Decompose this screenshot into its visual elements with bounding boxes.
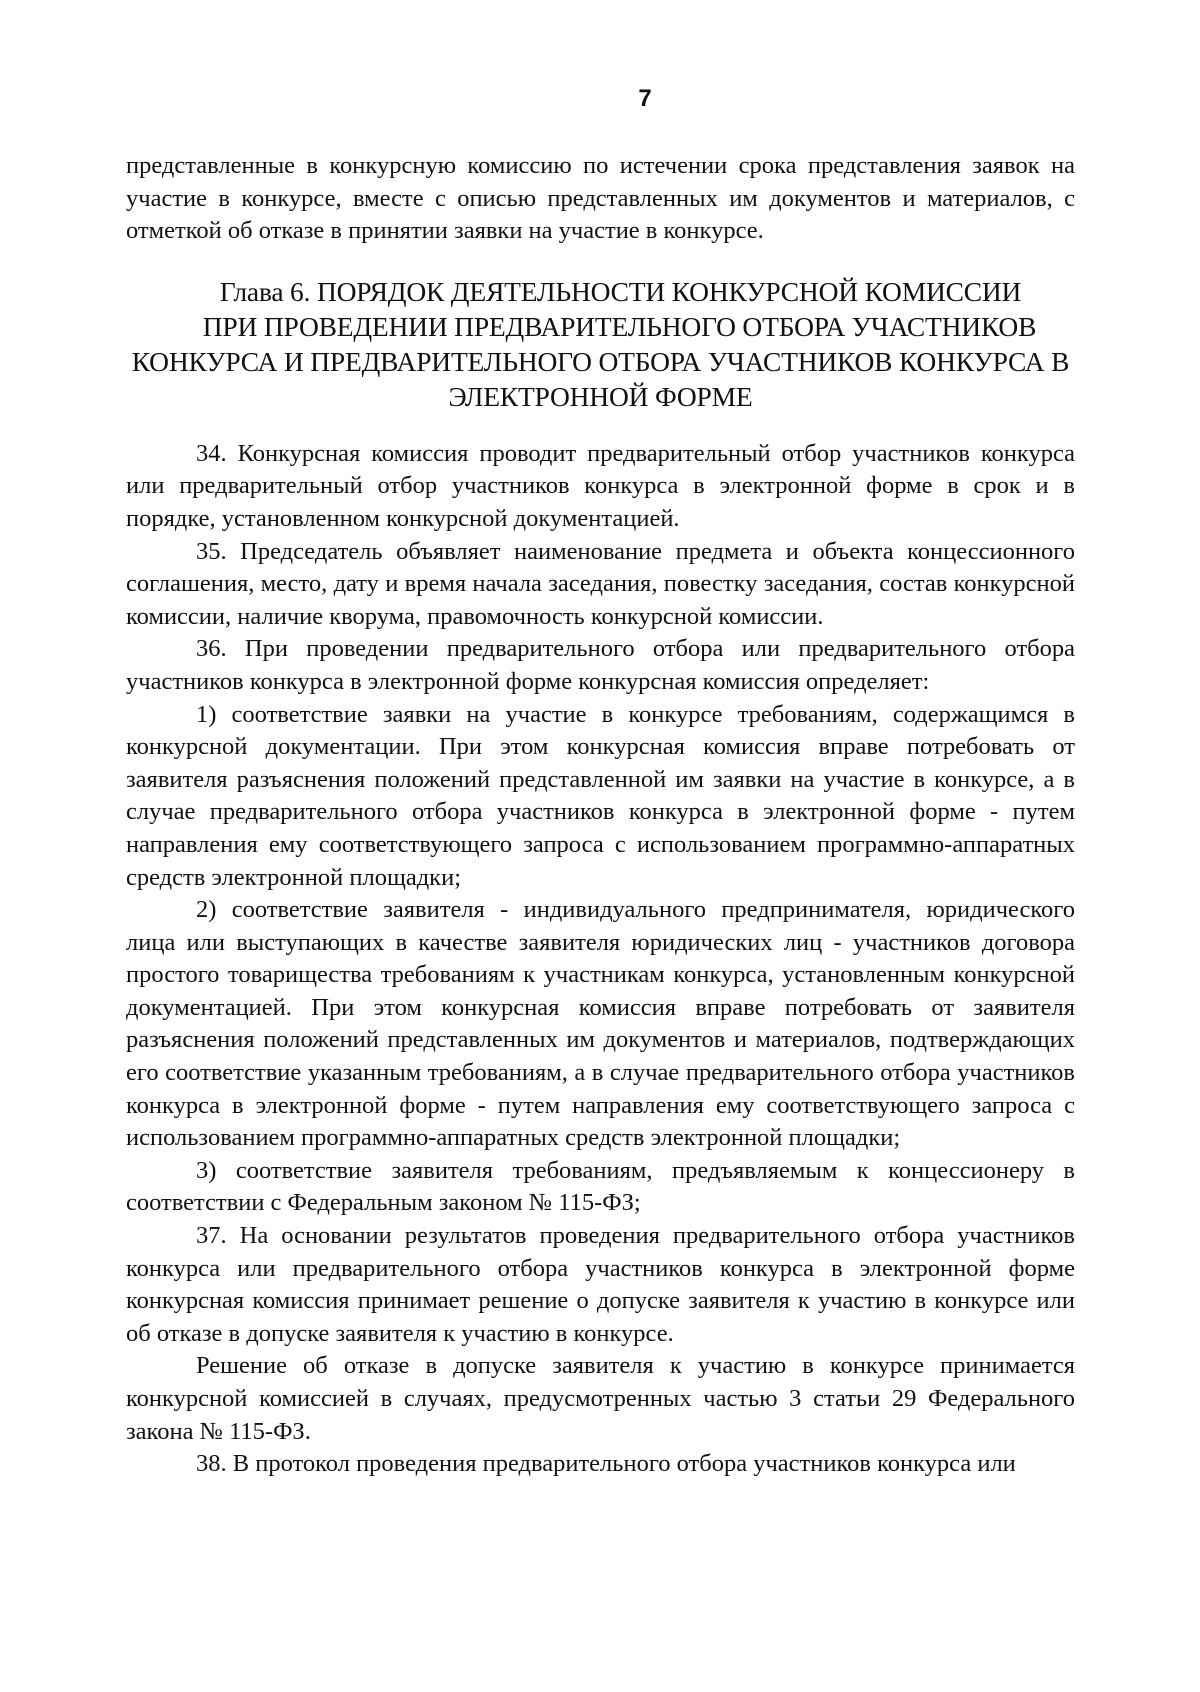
paragraph-36-item-3: 3) соответствие заявителя требованиям, предъявляемым к концессионеру в соответствии с Федеральным законом № 115-ФЗ; <box>126 1156 1075 1217</box>
paragraph-36-item-2: 2) соответствие заявителя - индивидуального предпринимателя, юридического лица или выступающих в качестве заявителя юридических лиц - участников договора простого товарищества требованиям к участникам конкурса, установленным конкурсной документацией. При этом конкурсная комиссия вправе потребовать от заявителя разъяснения положений представленных им документов и материалов, подтверждающих его соответствие указанным требованиям, а в случае предварительного отбора участников конкурса в электронной форме - путем направления ему соответствующего запроса с использованием программно-аппаратных средств электронной площадки; <box>126 896 1075 1152</box>
paragraph-34: 34. Конкурсная комиссия проводит предварительный отбор участников конкурса или предварительный отбор участников конкурса в электронной форме в срок и в порядке, установленном конкурсной документацией. <box>126 439 1075 532</box>
paragraph-38: 38. В протокол проведения предварительного отбора участников конкурса или <box>196 1450 1016 1478</box>
chapter-heading-line-3: КОНКУРСА И ПРЕДВАРИТЕЛЬНОГО ОТБОРА УЧАСТНИКОВ КОНКУРСА В <box>131 345 1070 377</box>
page-number: 7 <box>638 85 652 112</box>
paragraph-36-item-1: 1) соответствие заявки на участие в конкурсе требованиям, содержащимся в конкурсной документации. При этом конкурсная комиссия вправе потребовать от заявителя разъяснения положений представленной им заявки на участие в конкурсе, а в случае предварительного отбора участников конкурса в электронной форме - путем направления ему соответствующего запроса с использованием программно-аппаратных средств электронной площадки; <box>126 700 1075 891</box>
chapter-heading-line-1: Глава 6. ПОРЯДОК ДЕЯТЕЛЬНОСТИ КОНКУРСНОЙ КОМИССИИ <box>219 275 1022 307</box>
chapter-heading-line-2: ПРИ ПРОВЕДЕНИИ ПРЕДВАРИТЕЛЬНОГО ОТБОРА УЧАСТНИКОВ <box>202 310 1037 342</box>
paragraph-37-decision: Решение об отказе в допуске заявителя к участию в конкурсе принимается конкурсной комиссией в случаях, предусмотренных частью 3 статьи 29 Федерального закона № 115-ФЗ. <box>126 1352 1075 1445</box>
chapter-heading <box>126 274 1075 414</box>
intro-paragraph: представленные в конкурсную комиссию по истечении срока представления заявок на участие в конкурсе, вместе с описью представленных им документов и материалов, с отметкой об отказе в принятии заявки на участие в конкурсе. <box>126 152 1075 245</box>
paragraph-36: 36. При проведении предварительного отбора или предварительного отбора участников конкурса в электронной форме конкурсная комиссия определяет: <box>126 635 1075 695</box>
paragraph-37: 37. На основании результатов проведения предварительного отбора участников конкурса или предварительного отбора участников конкурса в электронной форме конкурсная комиссия принимает решение о допуске заявителя к участию в конкурсе или об отказе в допуске заявителя к участию в конкурсе. <box>126 1222 1075 1347</box>
document-body <box>126 150 1075 1481</box>
paragraph-35: 35. Председатель объявляет наименование предмета и объекта концессионного соглашения, место, дату и время начала заседания, повестку заседания, состав конкурсной комиссии, наличие кворума, правомочность конкурсной комиссии. <box>126 537 1075 630</box>
chapter-heading-line-4: ЭЛЕКТРОННОЙ ФОРМЕ <box>448 380 753 412</box>
